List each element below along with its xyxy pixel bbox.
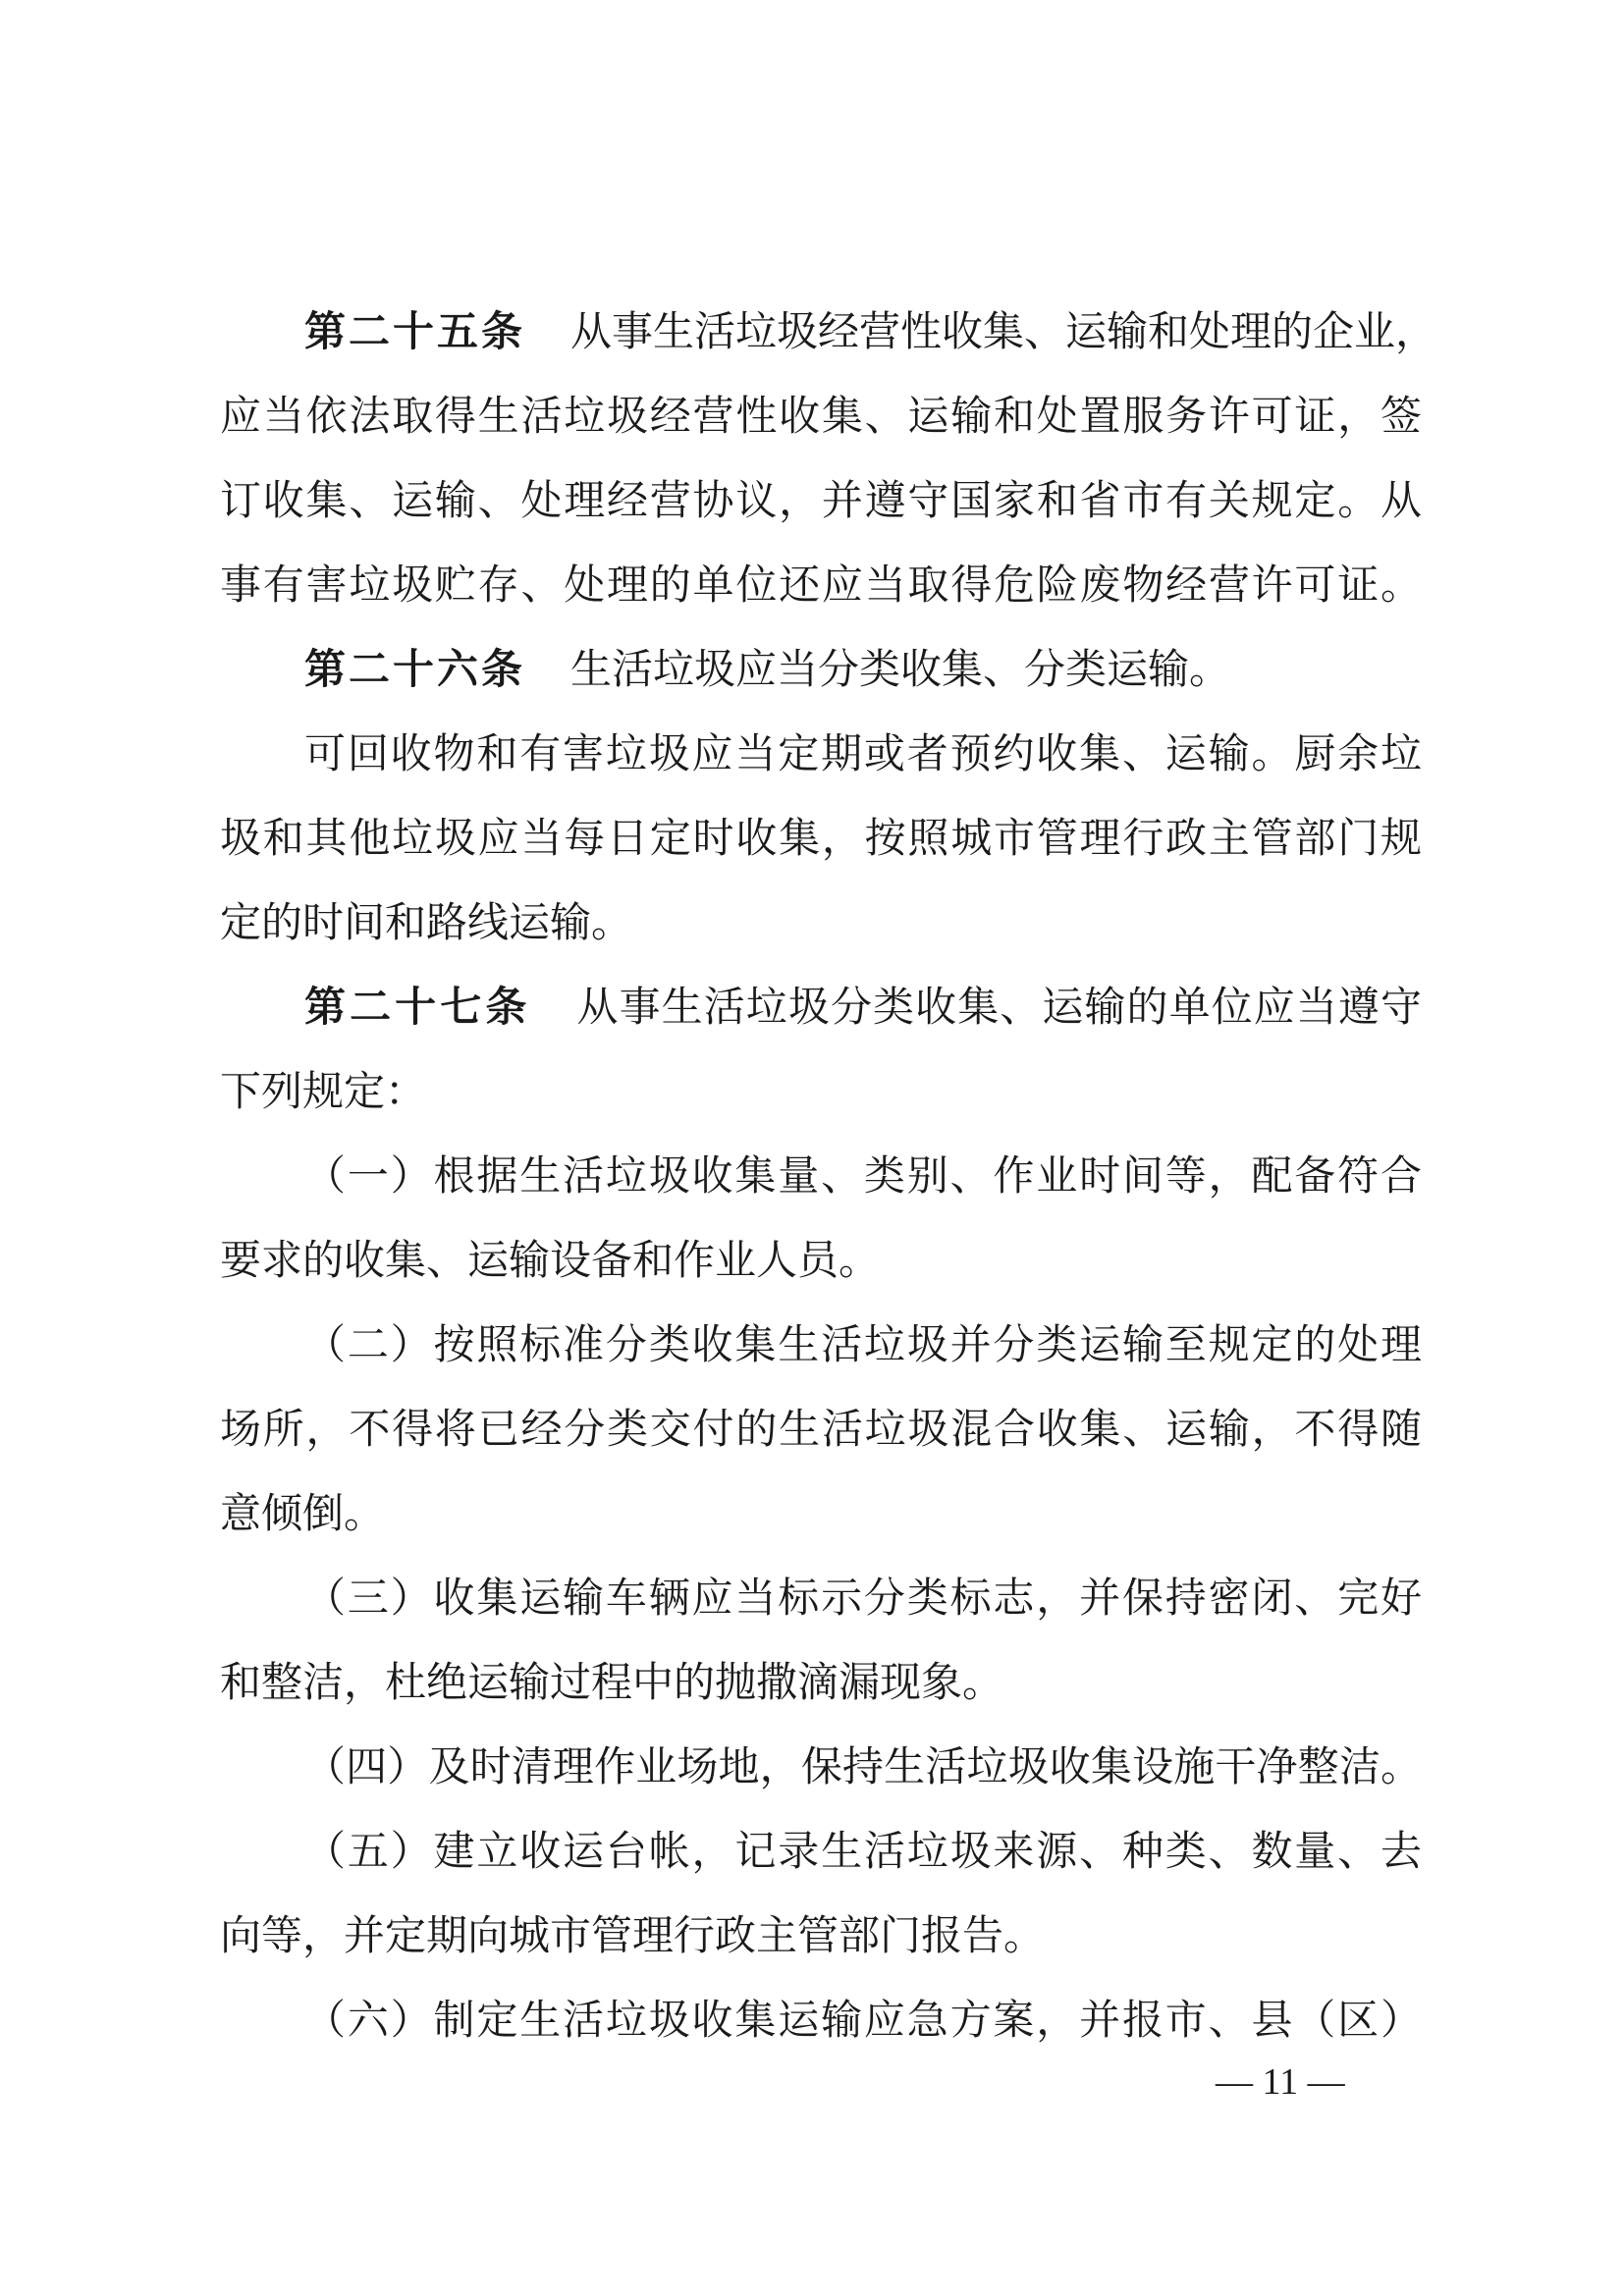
item-2-line-2: 场所，不得将已经分类交付的生活垃圾混合收集、运输，不得随: [220, 1405, 1422, 1453]
article-27-line-2: 下列规定：: [220, 1067, 427, 1115]
item-4-line-1: （四）及时清理作业场地，保持生活垃圾收集设施干净整洁。: [304, 1742, 1422, 1790]
article-26-para-line-1: 可回收物和有害垃圾应当定期或者预约收集、运输。厨余垃: [304, 729, 1422, 777]
article-25-line-4: 事有害垃圾贮存、处理的单位还应当取得危险废物经营许可证。: [220, 561, 1422, 609]
article-25-line-2: 应当依法取得生活垃圾经营性收集、运输和处置服务许可证，签: [220, 392, 1422, 440]
article-26-lead: 生活垃圾应当分类收集、分类运输。: [570, 645, 1231, 693]
item-3-line-1: （三）收集运输车辆应当标示分类标志，并保持密闭、完好: [304, 1574, 1422, 1622]
article-26-para-line-3: 定的时间和路线运输。: [220, 898, 633, 946]
article-26-para-line-2: 圾和其他垃圾应当每日定时收集，按照城市管理行政主管部门规: [220, 814, 1422, 862]
article-25-line-3: 订收集、运输、处理经营协议，并遵守国家和省市有关规定。从: [220, 476, 1422, 524]
item-5-line-1: （五）建立收运台帐，记录生活垃圾来源、种类、数量、去: [304, 1827, 1422, 1875]
article-25-line-1: [304, 304, 1437, 359]
item-2-line-3: 意倾倒。: [220, 1489, 386, 1537]
item-6-line-1: （六）制定生活垃圾收集运输应急方案，并报市、县（区）: [304, 1996, 1422, 2044]
article-27-line-1: [304, 980, 1422, 1035]
article-26-title: 第二十六条: [304, 645, 526, 693]
article-26-line-1: [304, 642, 1230, 697]
article-27-text: 从事生活垃圾分类收集、运输的单位应当遵守: [575, 983, 1422, 1031]
article-27-title: 第二十七条: [304, 983, 531, 1031]
item-1-line-2: 要求的收集、运输设备和作业人员。: [220, 1236, 881, 1284]
item-2-line-1: （二）按照标准分类收集生活垃圾并分类运输至规定的处理: [304, 1320, 1422, 1368]
article-25-text: 从事生活垃圾经营性收集、运输和处理的企业，: [570, 307, 1437, 355]
item-5-line-2: 向等，并定期向城市管理行政主管部门报告。: [220, 1911, 1046, 1959]
article-25-title: 第二十五条: [304, 307, 526, 355]
page-number: — 11 —: [1216, 2061, 1345, 2103]
item-1-line-1: （一）根据生活垃圾收集量、类别、作业时间等，配备符合: [304, 1151, 1422, 1200]
item-3-line-2: 和整洁，杜绝运输过程中的抛撒滴漏现象。: [220, 1658, 1004, 1706]
